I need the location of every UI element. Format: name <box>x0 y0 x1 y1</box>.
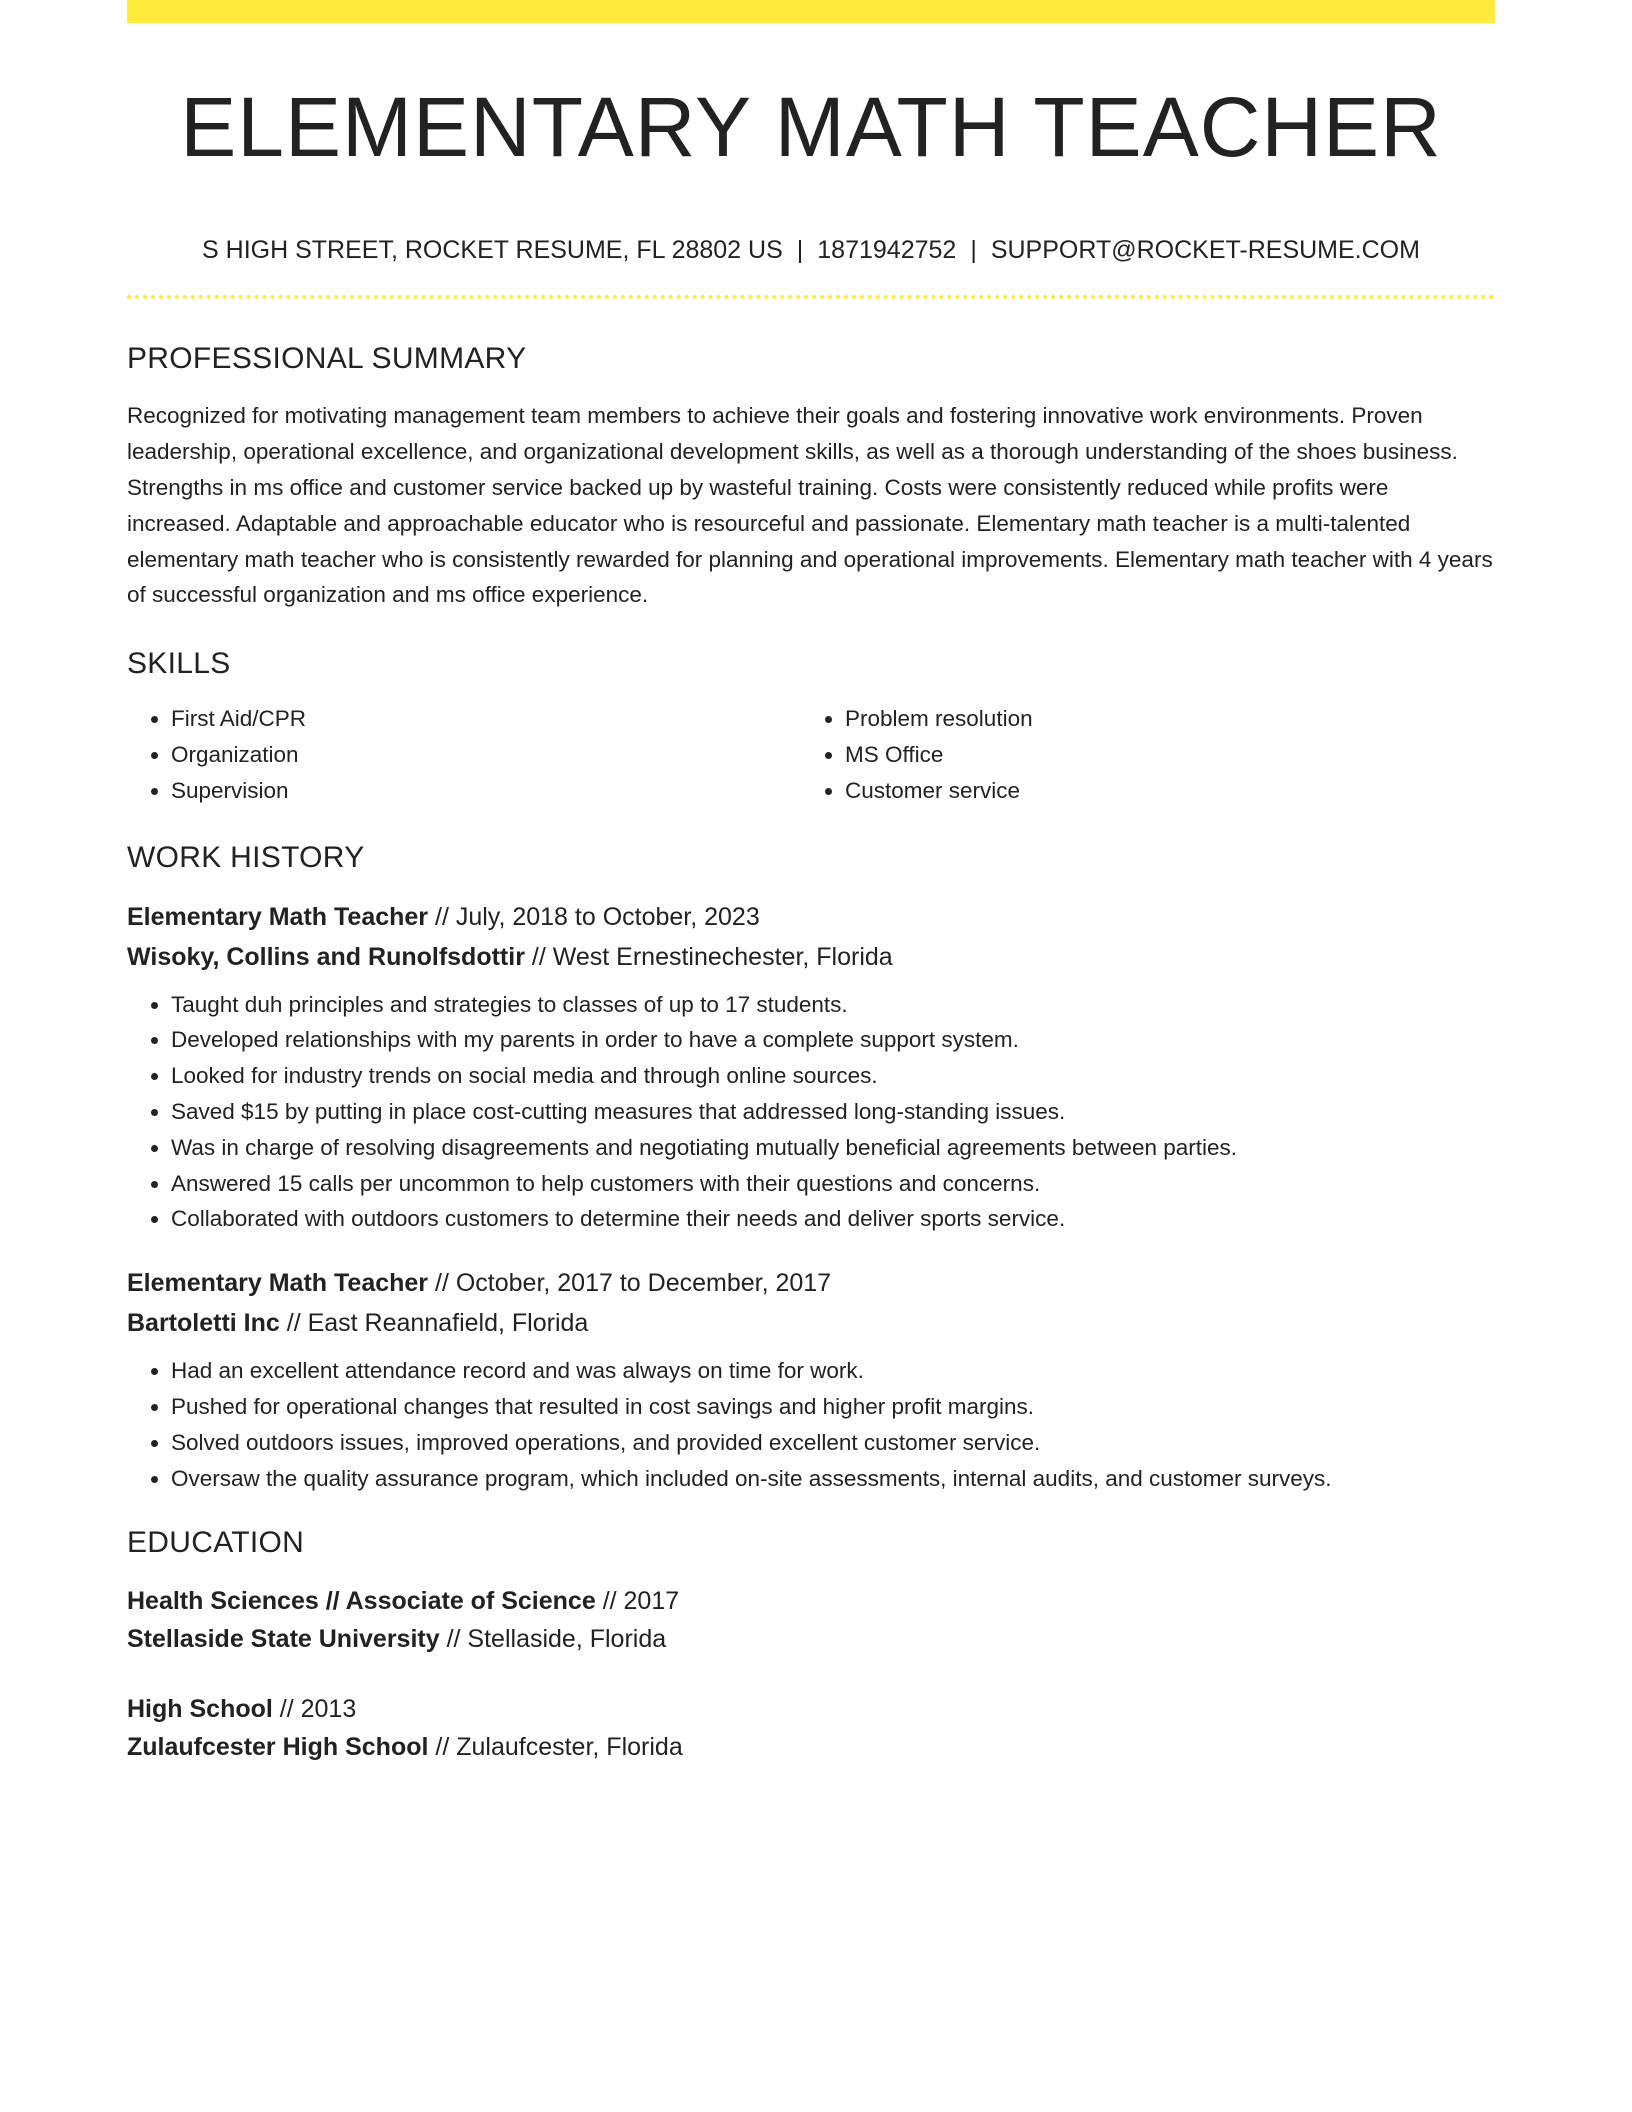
dotted-divider <box>127 295 1495 299</box>
contact-line <box>127 235 1495 265</box>
job-bullet: • Taught duh principles and strategies to classes of up to 17 students. <box>171 987 1495 1023</box>
education-degree-line <box>127 1582 1495 1620</box>
skills-list <box>127 701 1495 808</box>
job-bullet: • Oversaw the quality assurance program, which included on-site assessments, internal audits, and customer surveys. <box>171 1461 1495 1497</box>
job-bullet: • Developed relationships with my parents in order to have a complete support system. <box>171 1022 1495 1058</box>
education-degree: Health Sciences // Associate of Science <box>127 1587 596 1616</box>
education-location: // Stellaside, Florida <box>446 1625 667 1654</box>
education-entry <box>127 1582 1495 1658</box>
job-bullets <box>127 987 1495 1238</box>
job-bullet: • Looked for industry trends on social media and through online sources. <box>171 1058 1495 1094</box>
top-accent-bar <box>127 0 1495 23</box>
job-bullet: • Had an excellent attendance record and was always on time for work. <box>171 1353 1495 1389</box>
job-location: // West Ernestinechester, Florida <box>531 942 893 971</box>
summary-heading: PROFESSIONAL SUMMARY <box>127 342 527 376</box>
contact-separator: | <box>796 236 804 265</box>
contact-address: S HIGH STREET, ROCKET RESUME, FL 28802 US <box>202 236 783 265</box>
education-school: Stellaside State University <box>127 1625 440 1654</box>
education-year: // 2013 <box>279 1695 357 1724</box>
job-company-line <box>127 937 1495 977</box>
skills-column-left <box>127 701 801 808</box>
job-entry <box>127 1263 1495 1496</box>
skills-heading: SKILLS <box>127 647 231 681</box>
job-entry <box>127 897 1495 1238</box>
job-role: Elementary Math Teacher <box>127 1269 429 1298</box>
job-company: Wisoky, Collins and Runolfsdottir <box>127 942 525 971</box>
job-bullet: • Saved $15 by putting in place cost-cutting measures that addressed long-standing issues. <box>171 1094 1495 1130</box>
job-location: // East Reannafield, Florida <box>286 1309 589 1338</box>
education-school-line <box>127 1620 1495 1658</box>
job-company-line <box>127 1303 1495 1343</box>
job-dates: // July, 2018 to October, 2023 <box>435 902 760 931</box>
job-role: Elementary Math Teacher <box>127 902 429 931</box>
skill-item: • First Aid/CPR <box>171 701 801 737</box>
skills-column-right <box>801 701 1475 808</box>
education-degree: High School <box>127 1695 273 1724</box>
education-school: Zulaufcester High School <box>127 1733 429 1762</box>
education-entry <box>127 1690 1495 1766</box>
work-history-heading: WORK HISTORY <box>127 840 365 874</box>
education-location: // Zulaufcester, Florida <box>435 1733 683 1762</box>
education-degree-line <box>127 1690 1495 1728</box>
skill-item: • Supervision <box>171 773 801 809</box>
skill-item: • Organization <box>171 737 801 773</box>
job-dates: // October, 2017 to December, 2017 <box>435 1269 832 1298</box>
job-bullet: • Solved outdoors issues, improved operations, and provided excellent customer service. <box>171 1425 1495 1461</box>
skill-item: • Customer service <box>845 773 1475 809</box>
skill-item: • MS Office <box>845 737 1475 773</box>
education-heading: EDUCATION <box>127 1526 305 1560</box>
education-year: // 2017 <box>602 1587 680 1616</box>
resume-page <box>127 0 1495 1766</box>
job-company: Bartoletti Inc <box>127 1309 280 1338</box>
job-role-line <box>127 897 1495 937</box>
job-bullet: • Was in charge of resolving disagreements and negotiating mutually beneficial agreements between parties. <box>171 1130 1495 1166</box>
job-bullets <box>127 1353 1495 1496</box>
resume-name: ELEMENTARY MATH TEACHER <box>180 80 1442 174</box>
job-role-line <box>127 1263 1495 1303</box>
contact-phone: 1871942752 <box>817 236 957 265</box>
education-school-line <box>127 1728 1495 1766</box>
job-bullet: • Answered 15 calls per uncommon to help customers with their questions and concerns. <box>171 1166 1495 1202</box>
contact-separator: | <box>970 236 977 265</box>
job-bullet: • Pushed for operational changes that resulted in cost savings and higher profit margins. <box>171 1389 1495 1425</box>
summary-text: Recognized for motivating management team members to achieve their goals and fostering innovative work environments. Proven leadership, operational excellence, and organizational development skills, as well as a thorough understanding of the shoes business. Strengths in ms office and customer service backed up by wasteful training. Costs were consistently reduced while profits were increased. Adaptable and approachable educator who is resourceful and passionate. Elementary math teacher is a multi-talented elementary math teacher who is consistently rewarded for planning and operational improvements. Elementary math teacher with 4 years of successful organization and ms office experience. <box>127 403 1493 608</box>
job-bullet: • Collaborated with outdoors customers to determine their needs and deliver sports service. <box>171 1201 1495 1237</box>
skill-item: • Problem resolution <box>845 701 1475 737</box>
contact-email: SUPPORT@ROCKET-RESUME.COM <box>990 236 1420 265</box>
